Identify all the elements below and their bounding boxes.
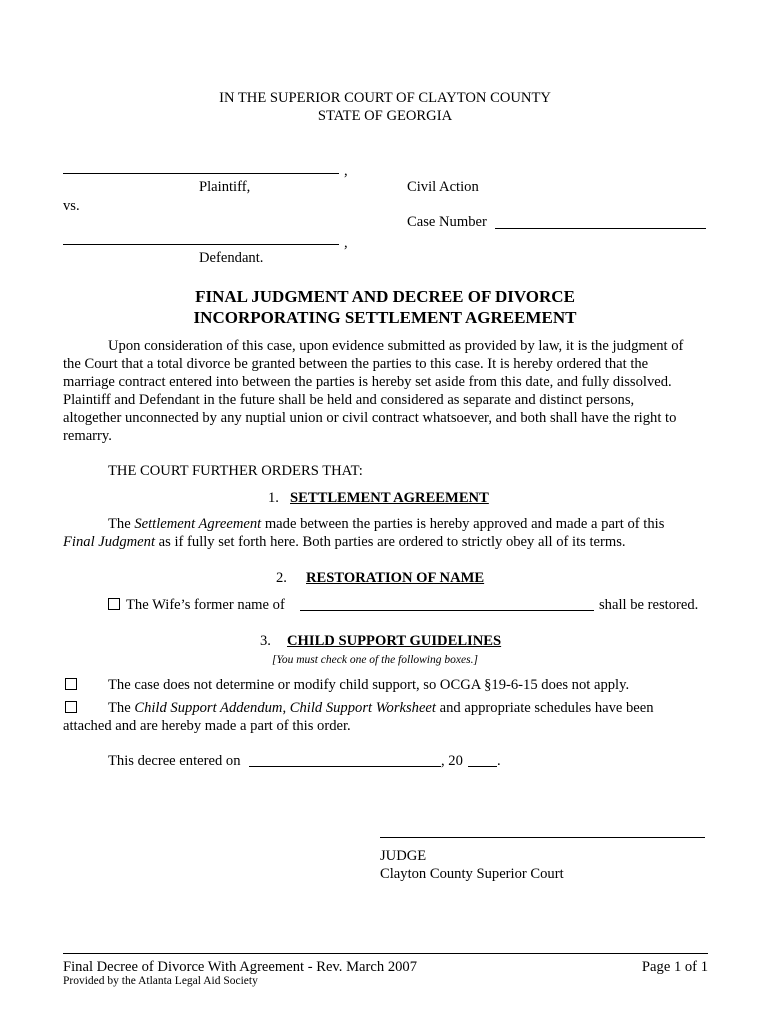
defendant-name-line[interactable]: [63, 244, 339, 245]
decree-year-line[interactable]: [468, 766, 497, 767]
civil-action-label: Civil Action: [407, 179, 479, 195]
intro-line-3: marriage contract entered into between the parties is hereby set aside from this date, and fully dissolved.: [63, 374, 672, 390]
case-number-label: Case Number: [407, 214, 487, 230]
former-name-line[interactable]: [300, 610, 594, 611]
section-3-heading: [260, 632, 501, 650]
further-orders: THE COURT FURTHER ORDERS THAT:: [108, 463, 363, 479]
text-run: made between the parties is hereby approved and made a part of this: [261, 516, 665, 532]
section-2-heading: [276, 569, 484, 587]
text-run: as if fully set forth here. Both parties are ordered to strictly obey all of its terms.: [155, 534, 626, 550]
section-number: 3.: [260, 633, 271, 649]
footer-form-title: Final Decree of Divorce With Agreement - Rev. March 2007: [63, 959, 418, 975]
section-1-text-line1: [108, 515, 664, 533]
footer-page-number: Page 1 of 1: [641, 959, 708, 975]
text-run: and appropriate schedules have been: [435, 700, 654, 716]
intro-line-2: the Court that a total divorce be granted between the parties to this case. It is hereby ordered that the: [63, 356, 649, 372]
decree-period: .: [497, 753, 501, 769]
section-number: 1.: [268, 490, 279, 506]
section-1-text-line2: [63, 533, 626, 551]
court-name: IN THE SUPERIOR COURT OF CLAYTON COUNTY: [219, 90, 551, 106]
footer-provider: Provided by the Atlanta Legal Aid Society: [63, 975, 258, 987]
restore-name-checkbox[interactable]: [108, 598, 120, 610]
defendant-label: Defendant.: [199, 250, 264, 266]
plaintiff-name-line[interactable]: [63, 173, 339, 174]
document-title-line1: FINAL JUDGMENT AND DECREE OF DIVORCE: [195, 287, 575, 306]
option-2-text-line2: attached and are hereby made a part of this order.: [63, 718, 351, 734]
section-title: SETTLEMENT AGREEMENT: [290, 490, 489, 506]
section-title: CHILD SUPPORT GUIDELINES: [287, 633, 502, 649]
option-1-checkbox[interactable]: [65, 678, 77, 690]
intro-line-4: Plaintiff and Defendant in the future shall be held and considered as separate and distinct persons,: [63, 392, 635, 408]
child-support-addendum-term: Child Support Addendum: [134, 700, 283, 716]
court-state: STATE OF GEORGIA: [317, 108, 453, 124]
intro-line-1: Upon consideration of this case, upon evidence submitted as provided by law, it is the judgment of: [108, 338, 684, 354]
case-number-line[interactable]: [495, 228, 706, 229]
document-title-line2: INCORPORATING SETTLEMENT AGREEMENT: [193, 308, 577, 327]
footer-divider: [63, 953, 708, 954]
plaintiff-label: Plaintiff,: [199, 179, 251, 195]
decree-entry-prefix: This decree entered on: [108, 753, 241, 769]
text-run: ,: [282, 700, 290, 716]
section-number: 2.: [276, 570, 287, 586]
settlement-agreement-term: Settlement Agreement: [134, 516, 262, 532]
intro-line-6: remarry.: [63, 428, 112, 444]
judge-court: Clayton County Superior Court: [380, 866, 564, 882]
decree-year-prefix: , 20: [441, 753, 463, 769]
option-2-checkbox-wrap: [65, 699, 77, 717]
section-1-heading: [268, 489, 489, 507]
decree-date-line[interactable]: [249, 766, 441, 767]
restore-name-row: [108, 596, 285, 614]
final-judgment-term: Final Judgment: [63, 534, 156, 550]
option-2-checkbox[interactable]: [65, 701, 77, 713]
option-2-text-line1: [108, 699, 654, 717]
section-title: RESTORATION OF NAME: [306, 570, 485, 586]
restore-name-label: The Wife’s former name of: [126, 597, 285, 613]
judge-signature-line[interactable]: [380, 837, 705, 838]
plaintiff-comma: ,: [344, 163, 348, 179]
text-run: The: [108, 516, 135, 532]
option-1-checkbox-wrap: [65, 676, 77, 694]
judge-title: JUDGE: [380, 848, 427, 864]
intro-line-5: altogether unconnected by any nuptial union or civil contract whatsoever, and both shall have the right to: [63, 410, 677, 426]
option-1-text: The case does not determine or modify child support, so OCGA §19-6-15 does not apply.: [108, 677, 630, 693]
versus-label: vs.: [63, 198, 80, 214]
restore-name-suffix: shall be restored.: [599, 597, 699, 613]
checkbox-instruction: [You must check one of the following boxes.]: [272, 654, 478, 666]
defendant-comma: ,: [344, 235, 348, 251]
text-run: The: [108, 700, 135, 716]
child-support-worksheet-term: Child Support Worksheet: [289, 700, 436, 716]
